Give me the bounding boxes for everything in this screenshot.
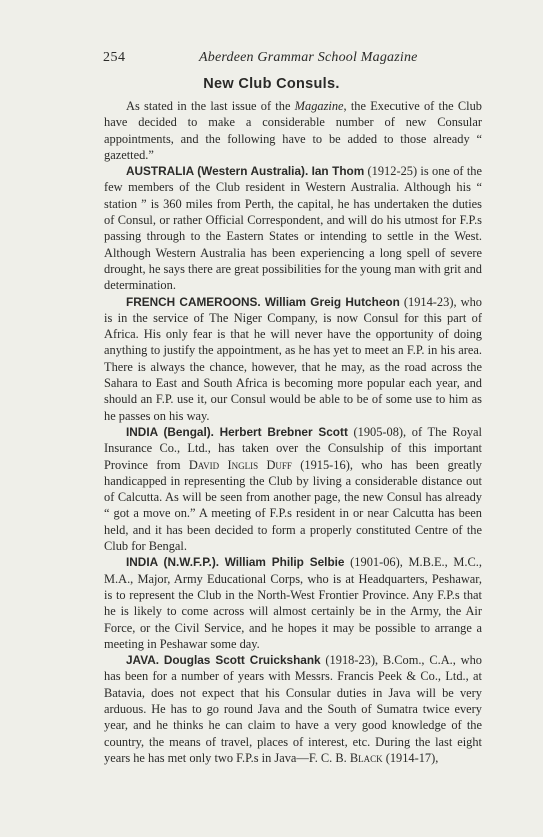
entry-java [104,652,482,766]
entry-text: (1914-23), who is in the service of The Niger Company, is now Consul for this part of Africa. His only fear is that he will never have the opportunity of doing anything to justify the appointment, as he has yet to meet an F.P. in his area. There is always the chance, however, that he may, as the road across the Sahara to East and South Africa is becoming more popular each year, and should an F.P. use it, our Consul would be able to be of some use to him as he passes on his way. [104,294,482,423]
entry-heading: FRENCH CAMEROONS. [126,294,261,309]
consul-name: Ian Thom [311,164,365,179]
referenced-name: F. C. B. Black [308,750,383,765]
consul-name: William Greig Hutcheon [264,294,400,309]
entry-heading: JAVA. [126,653,159,668]
referenced-name: David Inglis Duff [188,457,292,472]
consul-name: Douglas Scott Cruickshank [163,653,321,668]
intro-paragraph [104,98,482,163]
intro-text-start: As stated in the last issue of the [126,99,295,113]
magazine-word: Magazine [294,99,344,113]
entry-india-bengal [104,424,482,554]
entry-india-nwfp [104,554,482,652]
entry-french-cameroons [104,294,482,424]
entry-heading: INDIA (Bengal). [126,424,214,439]
consul-name: William Philip Selbie [224,555,345,570]
entry-heading: INDIA (N.W.F.P.). [126,555,220,570]
entry-text-continued: (1915-16), who has been greatly handicapped in representing the Club by living a considerable distance out of Calcutta. As will be seen from another page, the new Consul has already “ got a move on.” A meeting of F.P.s resident in or near Calcutta has been held, and it has been decided to form a properly constituted Centre of the Club for Bengal. [104,457,482,554]
entry-heading: AUSTRALIA (Western Australia). [126,164,309,179]
entry-text-continued: (1914-17), [382,750,439,765]
entry-text: (1905-08), of The Royal Insurance Co., Ltd., has taken over the Consulship of this important Province from [104,424,482,472]
article-body [104,98,482,766]
entry-australia [104,163,482,293]
article-title: New Club Consuls. [203,76,340,92]
entry-text: (1912-25) is one of the few members of the Club resident in Western Australia. Although his “ station ” is 360 miles from Perth, the capital, he has undertaken the duties of Consul, or rather Official Correspondent, and will do his utmost for F.P.s passing through to the Eastern States or intending to settle in the West. Although Western Australia has been experiencing a long spell of severe drought, he says there are great possibilities for the young man with grit and determination. [104,164,482,293]
entry-text: (1901-06), M.B.E., M.C., M.A., Major, Army Educational Corps, who is at Headquarters, Peshawar, is to represent the Club in the North-West Frontier Province. Any F.P.s that he is likely to come across will almost certainly be in the Army, the Air Force, or the Civil Service, and he hopes it may be possible to arrange a meeting in Peshawar some day. [104,555,482,651]
consul-name: Herbert Brebner Scott [219,424,348,439]
entry-text: (1918-23), B.Com., C.A., who has been for a number of years with Messrs. Francis Peek & Co., Ltd., at Batavia, does not expect that his Consular duties in Java will be very arduous. He has to go round Java and the South of Sumatra twice every year, and he thinks he can claim to have a very good knowledge of the country, the means of travel, places of interest, etc. During the last eight years he has met only two F.P.s in Java— [104,653,482,765]
running-head [103,50,483,70]
journal-title: Aberdeen Grammar School Magazine [199,50,418,65]
page-number: 254 [103,50,126,65]
intro-text-end: , the Executive of the Club have decided to make a considerable number of new Consular appointments, and the following have to be added to those already “ gazetted.” [104,99,482,162]
